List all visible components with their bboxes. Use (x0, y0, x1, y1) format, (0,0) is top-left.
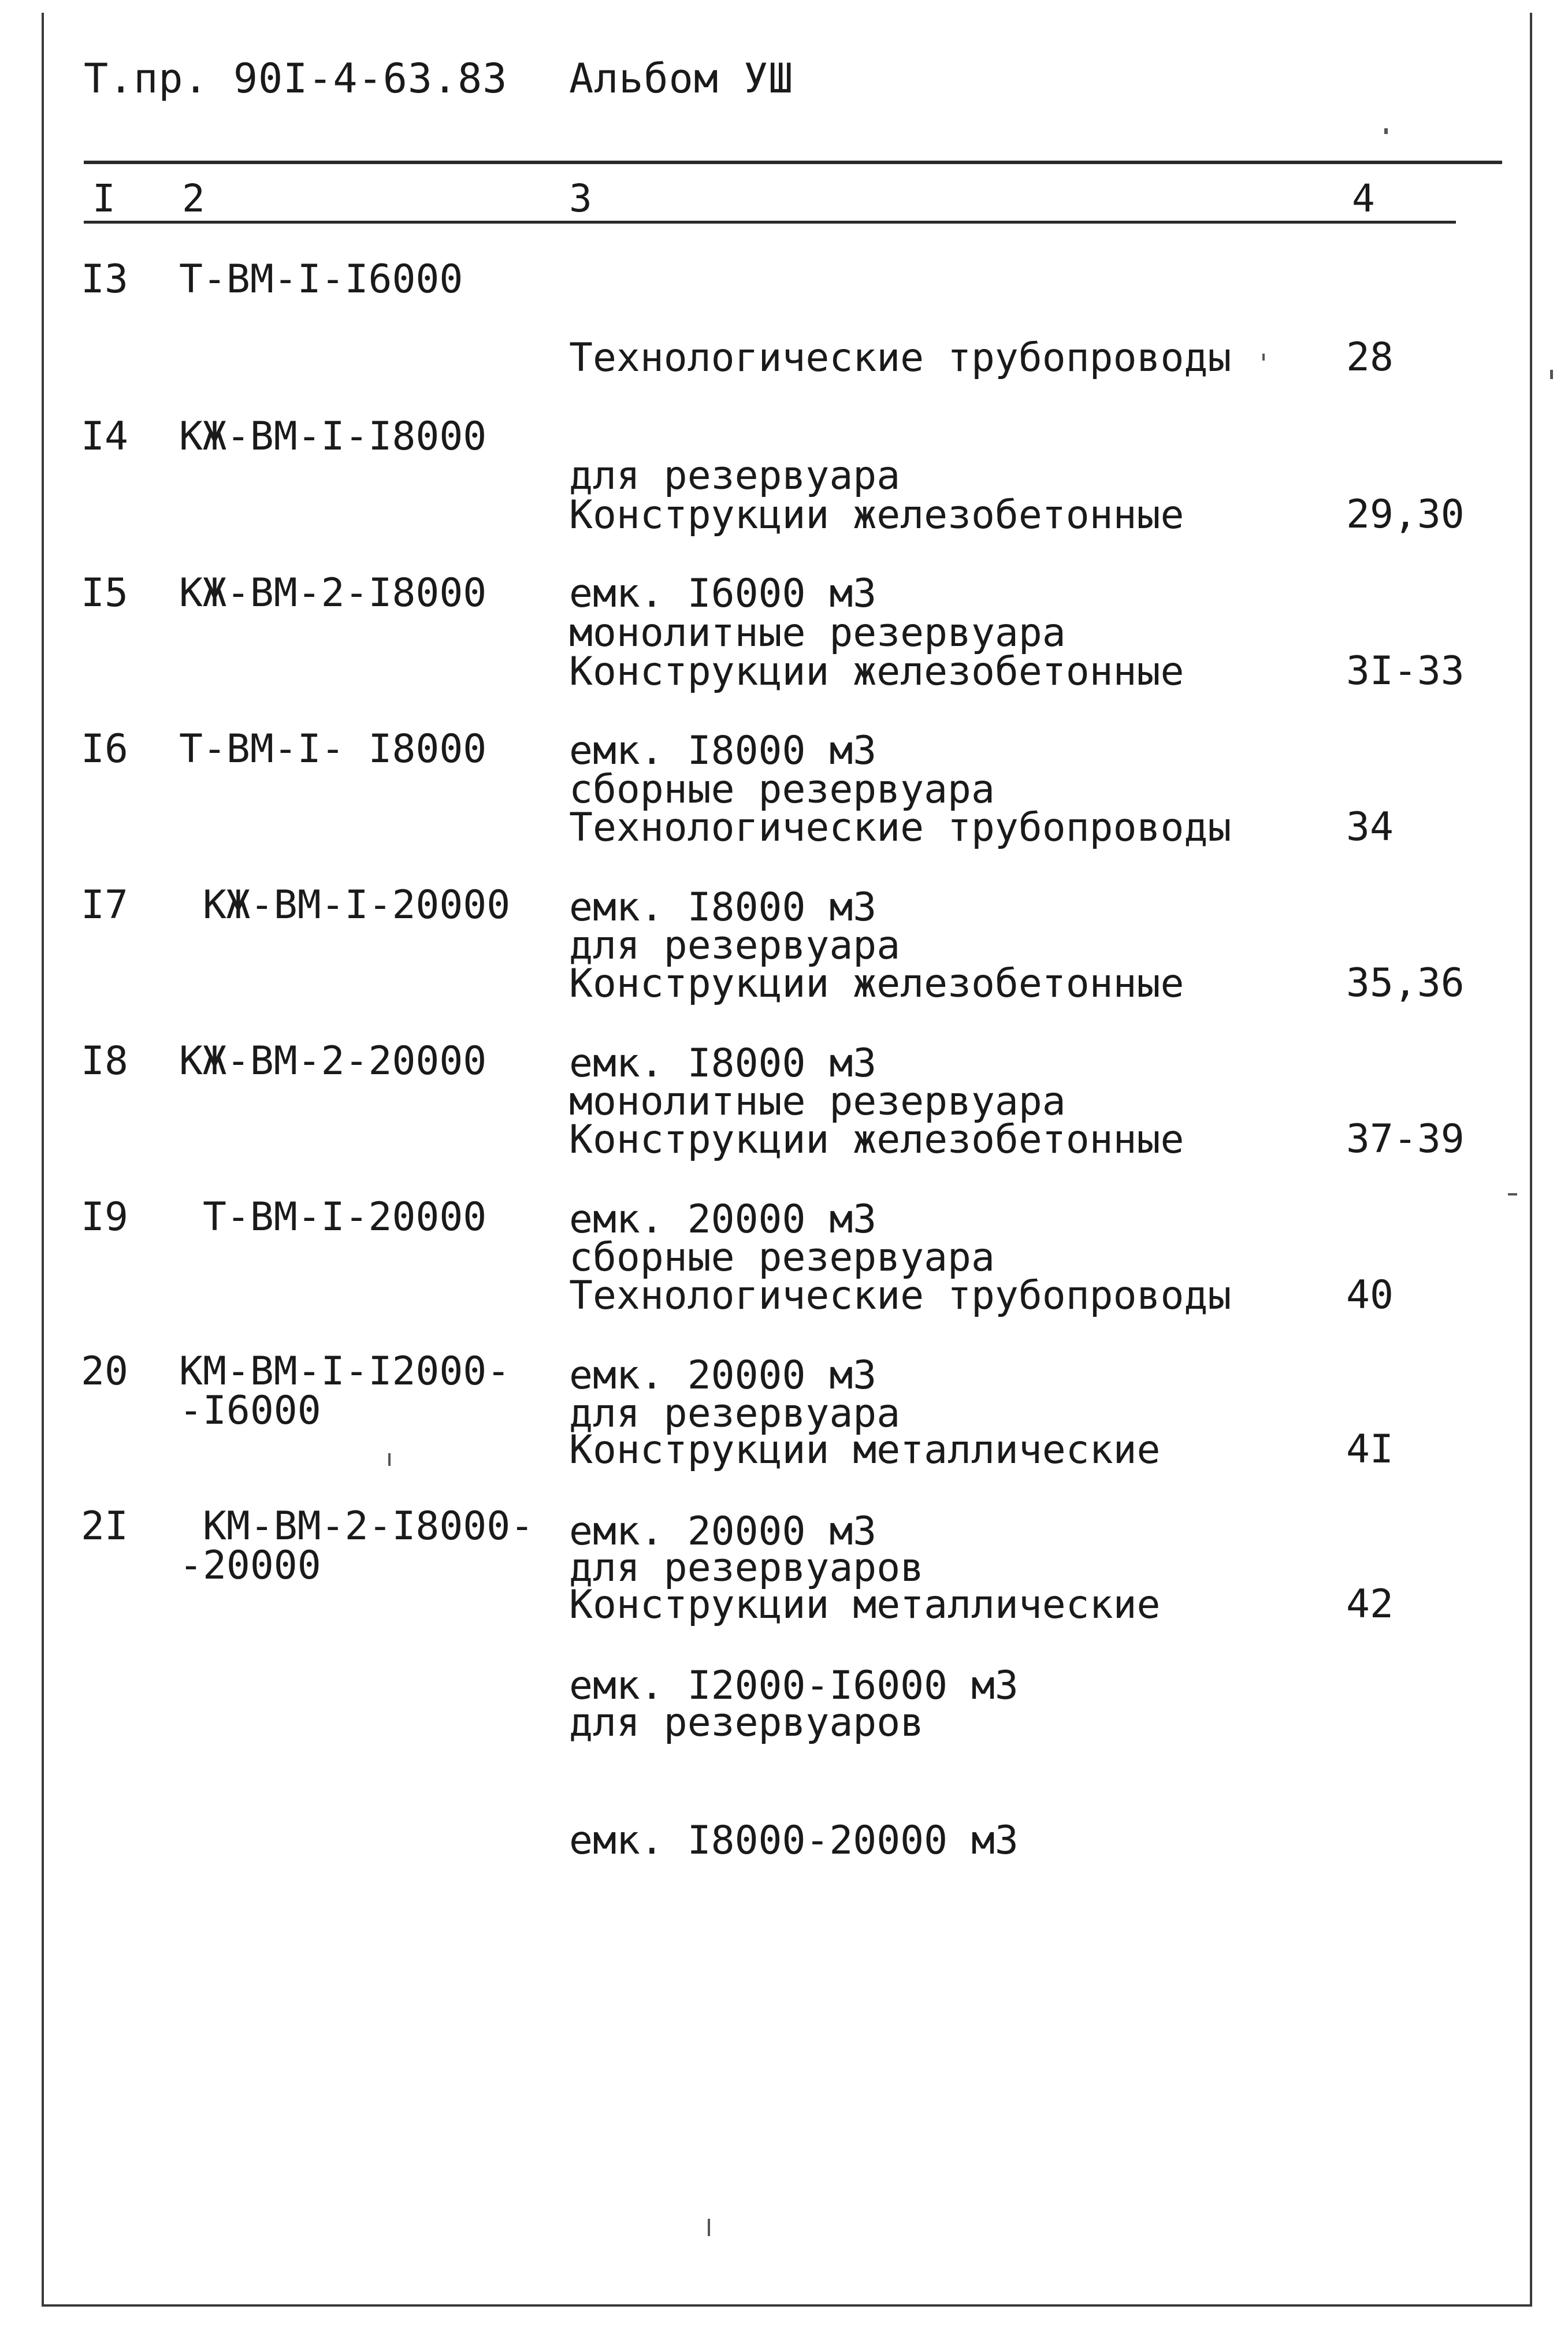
scan-speck (388, 1453, 391, 1466)
album-label: Альбом УШ (569, 55, 794, 102)
row-description-line: Конструкции железобетонные (569, 649, 1184, 695)
row-description (569, 1507, 1161, 1939)
row-description-line: Технологические трубопроводы (569, 335, 1232, 381)
row-code: КЖ-ВМ-2-20000 (179, 1038, 487, 1084)
row-description-line: монолитные резервуара (569, 610, 1066, 656)
scan-speck (1550, 370, 1553, 379)
row-description-line: емк. I8000-20000 м3 (569, 1818, 1019, 1863)
scan-speck (1262, 354, 1265, 361)
row-description-line: емк. I8000 м3 (569, 728, 877, 774)
row-pages: 34 (1346, 804, 1394, 850)
row-number: I9 (81, 1194, 128, 1240)
row-pages: 35,36 (1346, 960, 1465, 1006)
row-description-line: Конструкции металлические (569, 1427, 1161, 1473)
row-pages: 28 (1346, 335, 1394, 380)
row-description-line: емк. 20000 м3 (569, 1353, 877, 1398)
document-code: Т.пр. 90I-4-63.83 (84, 55, 508, 102)
scan-speck (1508, 1193, 1517, 1195)
row-number: I7 (81, 882, 128, 928)
row-code: Т-ВМ-I- I8000 (179, 726, 487, 772)
row-code: КМ-ВМ-2-I8000- -20000 (179, 1503, 534, 1588)
row-code: КМ-ВМ-I-I2000- -I6000 (179, 1349, 511, 1434)
row-number: 20 (81, 1349, 128, 1394)
row-pages: 4I (1346, 1427, 1394, 1472)
scan-speck (708, 2219, 710, 2236)
row-description-line: емк. 20000 м3 (569, 1509, 877, 1554)
row-description-line: для резервуаров (569, 1700, 924, 1746)
row-description-line: для резервуара (569, 453, 901, 499)
column-header-3: 3 (569, 176, 592, 221)
row-description-line: емк. 20000 м3 (569, 1197, 877, 1242)
row-number: I4 (81, 414, 128, 459)
row-number: I8 (81, 1038, 128, 1084)
row-description-line: сборные резервуара (569, 1235, 995, 1280)
row-description-line: емк. I2000-I6000 м3 (569, 1663, 1019, 1709)
row-description-line: для резервуара (569, 923, 901, 968)
scan-speck (1384, 128, 1388, 134)
row-description-line: сборные резервуара (569, 767, 995, 812)
column-header-1: I (92, 176, 116, 221)
row-description-line: Технологические трубопроводы (569, 1273, 1232, 1319)
column-header-2: 2 (182, 176, 205, 221)
row-code: КЖ-ВМ-2-I8000 (179, 570, 487, 616)
row-description-line: Конструкции металлические (569, 1582, 1161, 1628)
row-pages: 42 (1346, 1581, 1394, 1627)
column-header-rule (84, 221, 1456, 224)
row-code: Т-ВМ-I-I6000 (179, 257, 463, 302)
row-code: Т-ВМ-I-20000 (179, 1194, 487, 1240)
row-description-line: Технологические трубопроводы (569, 805, 1232, 851)
header-rule (84, 161, 1502, 164)
row-code: КЖ-ВМ-I-20000 (179, 882, 511, 928)
row-description-line: емк. I8000 м3 (569, 885, 877, 930)
column-header-4: 4 (1352, 176, 1375, 221)
row-number: 2I (81, 1503, 128, 1549)
row-description-line: Конструкции железобетонные (569, 1117, 1184, 1163)
row-number: I5 (81, 570, 128, 616)
row-description-line: монолитные резервуара (569, 1079, 1066, 1124)
row-number: I3 (81, 257, 128, 302)
row-description-line: для резервуара (569, 1391, 901, 1436)
row-pages: 37-39 (1346, 1116, 1465, 1162)
row-pages: 40 (1346, 1272, 1394, 1318)
row-pages: 3I-33 (1346, 648, 1465, 694)
row-code: КЖ-ВМ-I-I8000 (179, 414, 487, 459)
row-description-line: емк. I6000 м3 (569, 571, 877, 617)
row-description-line: для резервуаров (569, 1545, 924, 1591)
row-description-line: Конструкции железобетонные (569, 961, 1184, 1007)
row-pages: 29,30 (1346, 492, 1465, 537)
row-description-line: емк. I8000 м3 (569, 1041, 877, 1086)
row-description-line: Конструкции железобетонные (569, 492, 1184, 538)
row-number: I6 (81, 726, 128, 772)
